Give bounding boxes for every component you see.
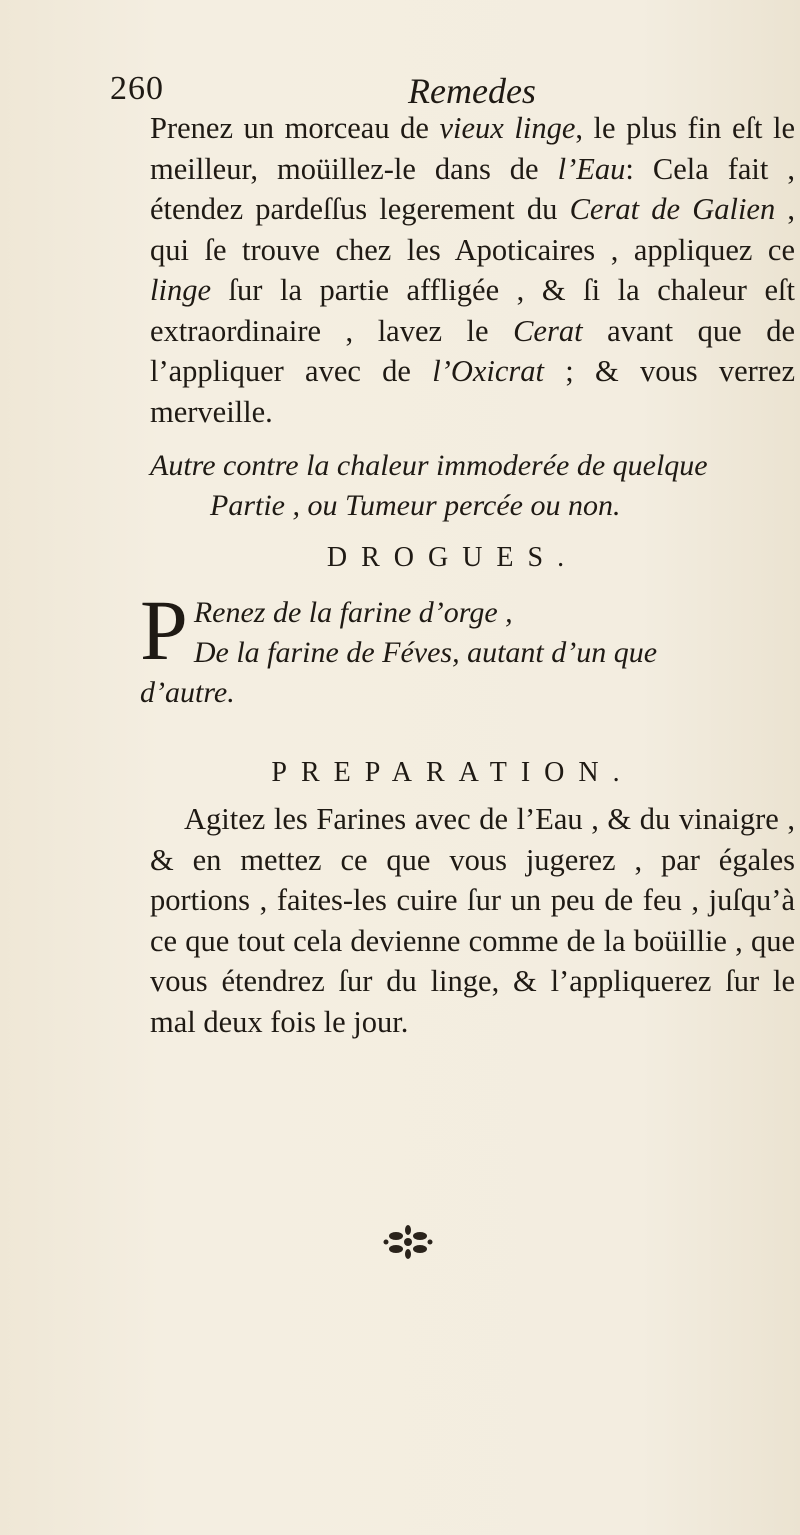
preparation-paragraph: Agitez les Farines avec de l’Eau , & du vinaigre , & en mettez ce que vous jugerez , par égales portions , faites-les cuire ſur un peu de feu , juſqu’à ce que tout cela devienne comme de la boüillie , que vous étendrez ſur du linge, & l’appliquerez ſur le mal deux fois le jour. — [150, 802, 795, 1039]
italic-term: l’Oxicrat — [432, 354, 545, 388]
page-body — [140, 108, 796, 1042]
text-run: ; & vous verrez merveille. — [150, 354, 795, 429]
paragraph-remedy — [150, 108, 795, 432]
text-run: : Cela fait , étendez pardeſſus legerement du — [150, 151, 795, 226]
text-run: avant que de l’appliquer avec de — [150, 313, 796, 388]
subheading-line: Autre contre la chaleur immoderée de quelque — [150, 449, 708, 482]
floral-ornament-icon — [382, 1224, 434, 1260]
ingredient-line: Renez de la farine d’orge , — [193, 595, 513, 629]
italic-term: vieux linge — [439, 111, 576, 145]
subheading-line: Partie , ou Tumeur percée ou non. — [210, 489, 621, 522]
drop-cap: P — [140, 581, 188, 678]
ingredient-line: d’autre. — [140, 675, 235, 709]
running-title: Remedes — [408, 71, 536, 111]
text-run: ſur la partie affligée , & ſi la chaleur eſt extraordinaire , lavez le — [150, 273, 795, 348]
section-subheading — [150, 446, 795, 526]
italic-term: Cerat — [513, 313, 583, 348]
text-run: , qui ſe trouve chez les Apoticaires , appliquez ce — [150, 192, 796, 267]
ingredients-list — [140, 581, 795, 713]
drogues-heading: DROGUES. — [326, 542, 579, 573]
ingredient-line: De la farine de Féves, autant d’un que — [193, 635, 658, 669]
preparation-heading: PREPARATION. — [271, 756, 634, 788]
italic-term: l’Eau — [557, 151, 626, 186]
text-run: Prenez un morceau de — [150, 111, 440, 145]
text-run: , le plus fin eſt le meilleur, moüillez-le dans de — [150, 111, 796, 186]
italic-term: Cerat de Galien — [569, 192, 776, 226]
page-number: 260 — [110, 70, 164, 107]
italic-term: linge — [150, 273, 211, 307]
